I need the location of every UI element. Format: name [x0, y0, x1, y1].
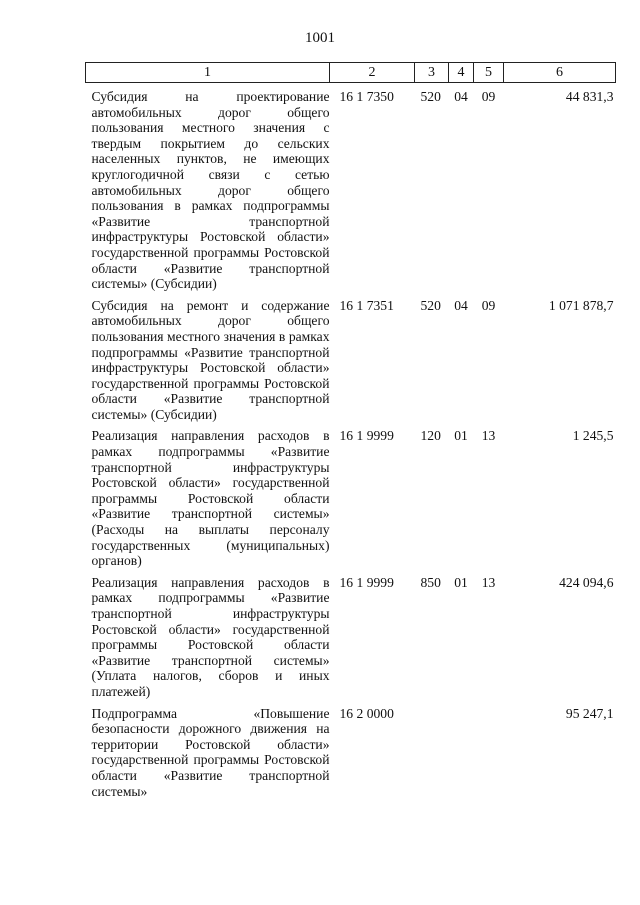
row-section: 04: [454, 297, 468, 313]
row-section: 01: [454, 428, 468, 444]
row-expense-type: [415, 700, 449, 800]
row-expense-type: 850: [420, 574, 441, 590]
header-col-1: 1: [86, 63, 330, 83]
table-row: [86, 292, 616, 423]
header-col-3: 3: [415, 63, 449, 83]
row-expense-type: 520: [420, 297, 441, 313]
row-subsection: 13: [481, 574, 496, 590]
row-subsection: 13: [481, 428, 496, 444]
header-col-4: 4: [449, 63, 474, 83]
row-section: 04: [454, 89, 468, 104]
header-col-2: 2: [330, 63, 415, 83]
page-number: 1001: [305, 30, 335, 46]
row-target-article: 16 1 9999: [339, 428, 394, 444]
table-row: [86, 83, 616, 292]
row-expense-type: 120: [420, 428, 441, 444]
row-subsection: 09: [481, 89, 496, 104]
row-name: Субсидия на проектирование автомобильных дорог общего пользования местного значения с твердым покрытием до сельских населенных пунктов, не имеющих круглогодичной связи с сетью автомобильных дорог общего пользования в рамках подпрограммы «Развитие транспортной инфраструктуры Ростовской области» государственной программы Ростовской области «Развитие транспортной системы» (Субсидии): [91, 89, 330, 292]
row-name: Реализация направления расходов в рамках подпрограммы «Развитие транспортной инфраструктуры Ростовской области» государственной программы Ростовской области «Развитие транспортной системы» (Расходы на выплаты персоналу государственных (муниципальных) органов): [91, 428, 330, 569]
row-subsection: 09: [481, 297, 496, 313]
header-col-5: 5: [474, 63, 504, 83]
table-row: [86, 569, 616, 700]
row-name: Реализация направления расходов в рамках подпрограммы «Развитие транспортной инфраструктуры Ростовской области» государственной программы Ростовской области «Развитие транспортной системы» (Уплата налогов, сборов и иных платежей): [91, 574, 330, 699]
row-amount: 424 094,6: [559, 574, 614, 590]
row-section: [449, 700, 474, 800]
row-subsection: [474, 700, 504, 800]
row-target-article: 16 1 7351: [339, 297, 394, 313]
header-col-6: 6: [504, 63, 616, 83]
row-amount: 44 831,3: [565, 89, 614, 104]
row-name: Подпрограмма «Повышение безопасности дорожного движения на территории Ростовской области» государственной программы Ростовской области «Развитие транспортной системы»: [91, 705, 330, 799]
table-row: [86, 422, 616, 568]
table-row: [86, 700, 616, 800]
row-target-article: 16 1 9999: [339, 574, 394, 590]
row-section: 01: [454, 574, 468, 590]
row-amount: 95 247,1: [565, 705, 614, 721]
row-target-article: 16 1 7350: [339, 89, 394, 104]
row-target-article: 16 2 0000: [339, 705, 394, 721]
budget-table: [85, 62, 616, 799]
row-amount: 1 071 878,7: [548, 297, 614, 313]
row-expense-type: 520: [420, 89, 441, 104]
row-amount: 1 245,5: [572, 428, 614, 444]
row-name: Субсидия на ремонт и содержание автомобильных дорог общего пользования местного значения в рамках подпрограммы «Развитие транспортной инфраструктуры Ростовской области» государственной программы Ростовской области «Развитие транспортной системы» (Субсидии): [91, 297, 330, 422]
table-header-row: [86, 63, 616, 83]
